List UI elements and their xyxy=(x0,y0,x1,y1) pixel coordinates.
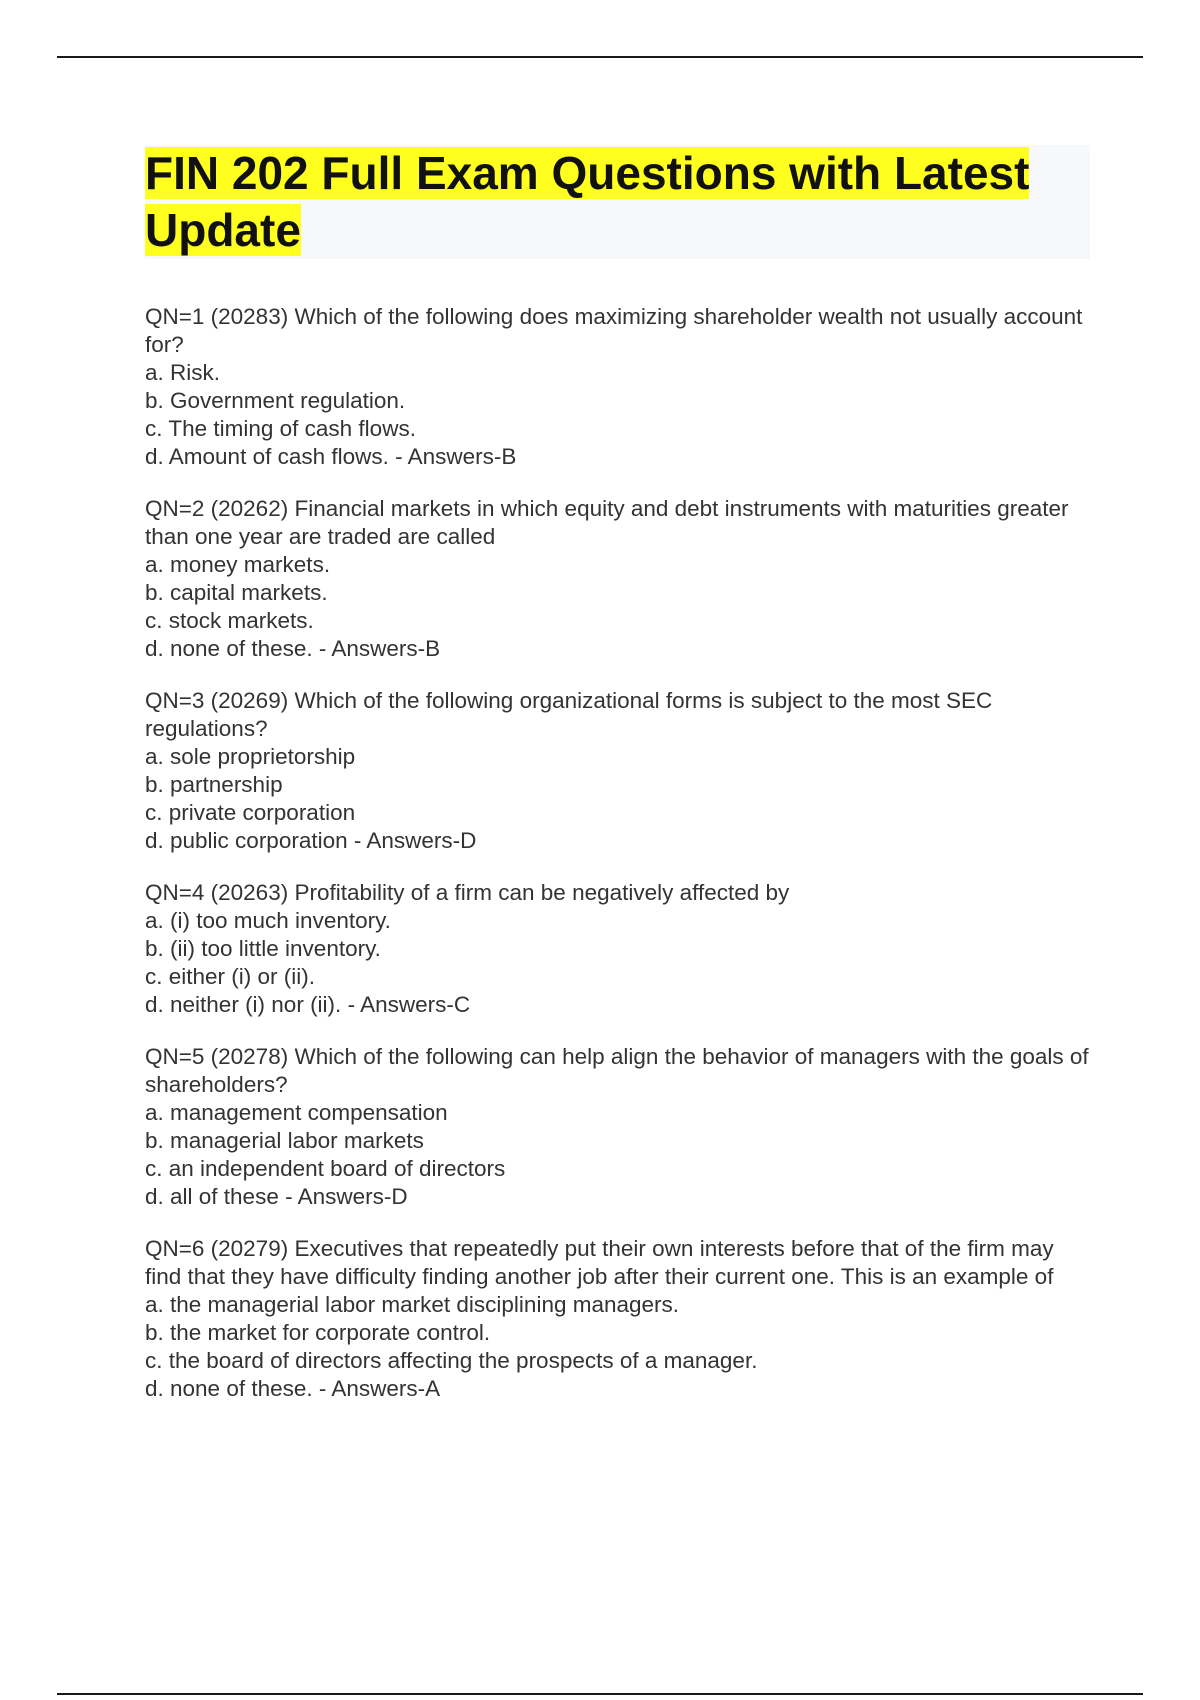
option-c: c. stock markets. xyxy=(145,608,314,633)
option-a: a. the managerial labor market disciplining managers. xyxy=(145,1292,680,1317)
answer-options xyxy=(145,359,1090,471)
question-text: QN=1 (20283) Which of the following does maximizing shareholder wealth not usually account for? xyxy=(145,304,1083,357)
option-b: b. capital markets. xyxy=(145,580,328,605)
question-item xyxy=(145,1043,1090,1211)
option-a: a. (i) too much inventory. xyxy=(145,908,391,933)
answer-options xyxy=(145,743,1090,855)
top-rule xyxy=(57,56,1143,58)
option-b: b. partnership xyxy=(145,772,283,797)
option-d xyxy=(145,991,1090,1019)
option-a: a. sole proprietorship xyxy=(145,744,356,769)
option-b: b. (ii) too little inventory. xyxy=(145,936,381,961)
option-c: c. an independent board of directors xyxy=(145,1156,506,1181)
option-c: c. private corporation xyxy=(145,800,356,825)
answer-options xyxy=(145,551,1090,663)
option-d xyxy=(145,635,1090,663)
option-d xyxy=(145,827,1090,855)
option-d xyxy=(145,1183,1090,1211)
option-d xyxy=(145,443,1090,471)
option-d-text: d. Amount of cash flows. xyxy=(145,444,389,469)
document-body xyxy=(145,145,1090,1427)
answer-key: - Answers-D xyxy=(278,1184,408,1209)
question-item xyxy=(145,687,1090,855)
question-text: QN=2 (20262) Financial markets in which equity and debt instruments with maturities greater than one year are traded are called xyxy=(145,496,1069,549)
answer-options xyxy=(145,1099,1090,1211)
question-text: QN=4 (20263) Profitability of a firm can be negatively affected by xyxy=(145,880,790,905)
question-text: QN=3 (20269) Which of the following organizational forms is subject to the most SEC regulations? xyxy=(145,688,993,741)
option-c: c. either (i) or (ii). xyxy=(145,964,316,989)
option-c: c. The timing of cash flows. xyxy=(145,416,416,441)
option-d-text: d. none of these. xyxy=(145,636,313,661)
bottom-rule xyxy=(57,1693,1143,1695)
answer-key: - Answers-B xyxy=(388,444,517,469)
option-d-text: d. none of these. xyxy=(145,1376,313,1401)
answer-key: - Answers-A xyxy=(312,1376,441,1401)
answer-key: - Answers-D xyxy=(347,828,477,853)
option-a: a. management compensation xyxy=(145,1100,448,1125)
answer-options xyxy=(145,1291,1090,1403)
option-d-text: d. public corporation xyxy=(145,828,348,853)
answer-options xyxy=(145,907,1090,1019)
question-text: QN=5 (20278) Which of the following can help align the behavior of managers with the goals of shareholders? xyxy=(145,1044,1089,1097)
option-d-text: d. all of these xyxy=(145,1184,279,1209)
question-text: QN=6 (20279) Executives that repeatedly put their own interests before that of the firm may find that they have difficulty finding another job after their current one. This is an example of xyxy=(145,1236,1054,1289)
question-item xyxy=(145,495,1090,663)
option-a: a. money markets. xyxy=(145,552,331,577)
question-item xyxy=(145,1235,1090,1403)
option-c: c. the board of directors affecting the prospects of a manager. xyxy=(145,1348,758,1373)
answer-key: - Answers-B xyxy=(312,636,441,661)
option-b: b. managerial labor markets xyxy=(145,1128,424,1153)
question-item xyxy=(145,303,1090,471)
option-a: a. Risk. xyxy=(145,360,221,385)
option-d-text: d. neither (i) nor (ii). xyxy=(145,992,342,1017)
option-b: b. Government regulation. xyxy=(145,388,406,413)
page-title: FIN 202 Full Exam Questions with Latest Update xyxy=(145,147,1030,256)
question-item xyxy=(145,879,1090,1019)
title-block xyxy=(145,145,1090,259)
option-b: b. the market for corporate control. xyxy=(145,1320,491,1345)
answer-key: - Answers-C xyxy=(341,992,471,1017)
option-d xyxy=(145,1375,1090,1403)
